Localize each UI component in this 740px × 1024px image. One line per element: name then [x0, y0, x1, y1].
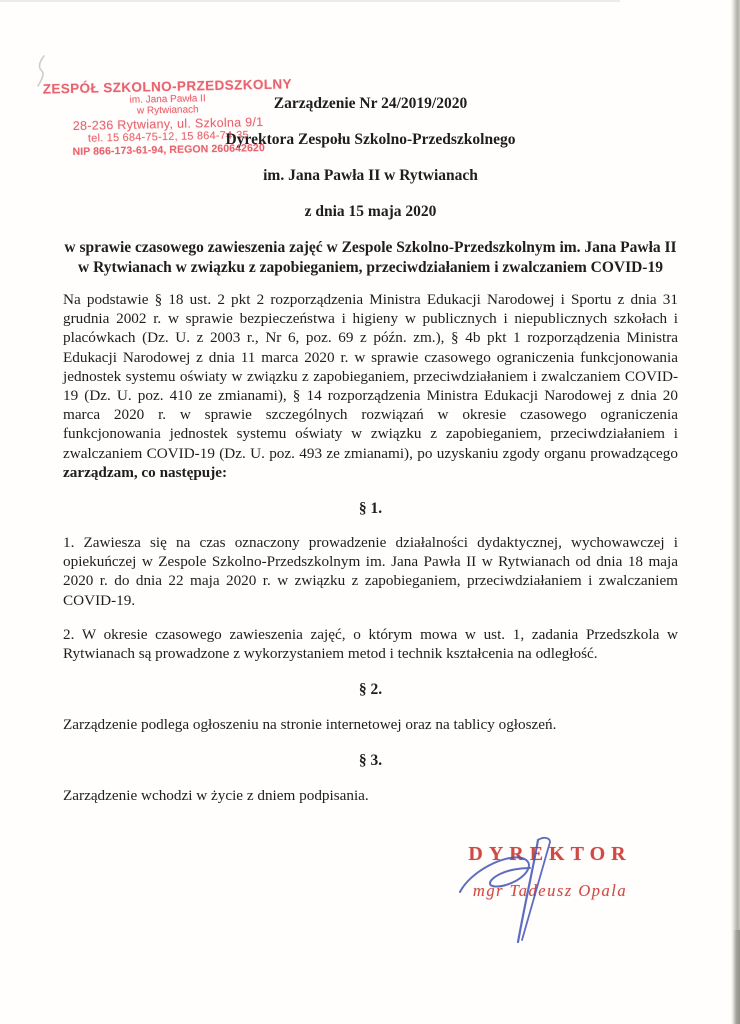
scan-right-edge — [731, 0, 740, 1024]
section-1-symbol: § 1. — [358, 500, 383, 518]
school-stamp-name: ZESPÓŁ SZKOLNO-PRZEDSZKOLNY — [42, 76, 293, 97]
section-2-paragraph-1: Zarządzenie podlega ogłoszeniu na stronie internetowej oraz na tablicy ogłoszeń. — [63, 716, 557, 734]
section-3-paragraph-1: Zarządzenie wchodzi w życie z dniem podpisania. — [63, 787, 369, 805]
school-stamp-phone: tel. 15 684-75-12, 15 864-74-35 — [87, 129, 249, 145]
legal-basis-paragraph — [63, 290, 678, 482]
scan-top-edge — [0, 0, 620, 2]
school-stamp-nip-regon: NIP 866-173-61-94, REGON 260642620 — [72, 141, 265, 158]
scan-right-edge-shadow — [733, 930, 740, 1024]
legal-basis-decision: zarządzam, co następuje: — [63, 463, 228, 481]
ordinance-subject: w sprawie czasowego zawieszenia zajęć w Zespole Szkolno-Przedszkolnym im. Jana Pawła II w Rytwianach w związku z zapobieganiem, przeciwdziałaniem i zwalczaniem COVID-19 — [64, 239, 677, 276]
school-stamp-town: w Rytwianach — [136, 104, 199, 117]
section-1-paragraph-1: 1. Zawiesza się na czas oznaczony prowadzenie działalności dydaktycznej, wychowawczej i opiekuńczej w Zespole Szkolno-Przedszkolnym im. Jana Pawła II w Rytwianach od dnia 18 maja 2020 r. do dnia 22 maja 2020 r. w związku z zapobieganiem, przeciwdziałaniem i zwalczaniem COVID-19. — [63, 534, 678, 609]
signature-block — [438, 842, 662, 901]
director-stamp-title: DYREKTOR — [468, 843, 632, 865]
issuer-school: im. Jana Pawła II w Rytwianach — [263, 167, 478, 184]
ordinance-number: Zarządzenie Nr 24/2019/2020 — [273, 95, 468, 112]
issuer-title: Dyrektora Zespołu Szkolno-Przedszkolnego — [225, 131, 516, 148]
legal-basis-text: Na podstawie § 18 ust. 2 pkt 2 rozporządzenia Ministra Edukacji Narodowej i Sportu z dnia 31 grudnia 2002 r. w sprawie bezpieczeństwa i higieny w publicznych i niepublicznych szkołach i placówkach (Dz. U. z 2003 r., Nr 6, poz. 69 z późn. zm.), § 4b pkt 1 rozporządzenia Ministra Edukacji Narodowej z dnia 11 marca 2020 r. w sprawie czasowego ograniczenia funkcjonowania jednostek systemu oświaty w związku z zapobieganiem, przeciwdziałaniem i zwalczaniem COVID-19 (Dz. U. poz. 410 ze zmianami), § 14 rozporządzenia Ministra Edukacji Narodowej z dnia 20 marca 2020 r. w sprawie szczególnych rozwiązań w okresie czasowego ograniczenia funkcjonowania jednostek systemu oświaty w związku z zapobieganiem, przeciwdziałaniem i zwalczaniem COVID-19 (Dz. U. poz. 493 ze zmianami), po uzyskaniu zgody organu prowadzącego — [63, 291, 678, 462]
director-stamp-name: mgr Tadeusz Opala — [472, 881, 628, 900]
section-2-symbol: § 2. — [358, 681, 383, 699]
section-3-symbol: § 3. — [358, 752, 383, 770]
document-body — [63, 94, 678, 806]
school-stamp-patron: im. Jana Pawła II — [129, 93, 206, 106]
school-stamp-address: 28-236 Rytwiany, ul. Szkolna 9/1 — [72, 115, 264, 133]
section-1-paragraph-2: 2. W okresie czasowego zawieszenia zajęć, o którym mowa w ust. 1, zadania Przedszkola w Rytwianach są prowadzone z wykorzystaniem metod i technik kształcenia na odległość. — [63, 625, 678, 663]
ordinance-date: z dnia 15 maja 2020 — [304, 203, 437, 220]
